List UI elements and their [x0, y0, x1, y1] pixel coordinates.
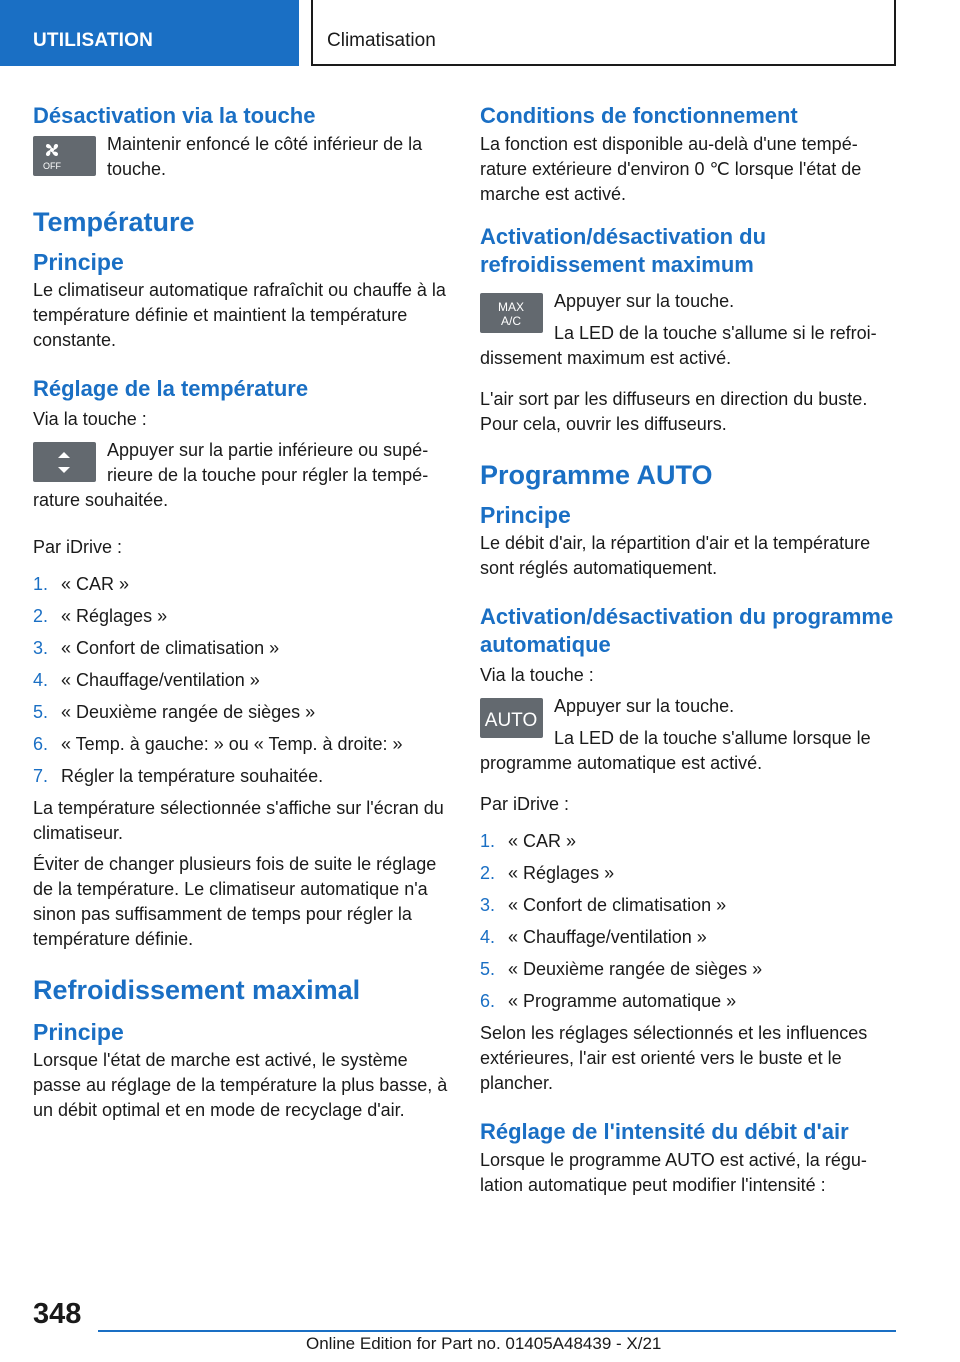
par-idrive-label-right: Par iDrive : [480, 794, 570, 814]
list-item: 4. « Chauffage/ventilation » [480, 927, 707, 947]
via-touche-label-right: Via la touche : [480, 665, 594, 685]
principe-text-1: Le climatiseur automatique rafraîchit ou chauffe à la température définie et maintient la température constante. [33, 280, 446, 350]
appuyer-partie-text: Appuyer sur la partie inférieure ou supérieure de la touche pour régler la température souhaitée. [33, 440, 429, 510]
max-ac-block [480, 289, 898, 371]
desactivation-heading: Désactivation via la touche [33, 103, 316, 128]
via-touche-label: Via la touche : [33, 409, 147, 429]
svg-text:MAX: MAX [497, 300, 525, 314]
right-column [480, 102, 898, 1198]
list-item: 2. « Réglages » [33, 606, 168, 626]
temp-up-down-button-icon [33, 442, 96, 482]
temp-button-block [33, 438, 451, 513]
eviter-text: Éviter de changer plusieurs fois de suite le réglage de la température. Le climatiseur automatique n'a sinon pas suffisamment de temps pour régler la température définie. [33, 854, 437, 949]
selon-text: Selon les réglages sélectionnés et les influences extérieures, l'air est orienté vers le buste et le plancher. [480, 1023, 868, 1093]
svg-text:AUTO: AUTO [484, 710, 538, 731]
list-item: 1. « CAR » [480, 831, 577, 851]
list-item: 5. « Deuxième rangée de sièges » [480, 959, 763, 979]
reglage-debit-heading: Réglage de l'intensité du débit d'air [480, 1119, 849, 1144]
conditions-text: La fonction est disponible au-delà d'une température extérieure d'environ 0 ℃ lorsque l'état de marche est activé. [480, 134, 862, 204]
conditions-heading: Conditions de fonctionnement [480, 103, 798, 128]
list-item: 7. Régler la température souhaitée. [33, 766, 324, 786]
appuyer-touche-text-2: Appuyer sur la touche. [554, 696, 735, 716]
footer-divider [98, 1330, 896, 1332]
svg-text:OFF: OFF [43, 161, 61, 171]
chapter-title: Climatisation [311, 0, 896, 66]
list-item: 1. « CAR » [33, 574, 130, 594]
principe-text-3: Le débit d'air, la répartition d'air et la température sont réglés automatiquement. [480, 533, 871, 578]
principe-heading-1: Principe [33, 249, 124, 275]
principe-heading-2: Principe [33, 1019, 124, 1045]
programme-auto-heading: Programme AUTO [480, 460, 713, 490]
list-item: 4. « Chauffage/ventilation » [33, 670, 260, 690]
par-idrive-label: Par iDrive : [33, 537, 123, 557]
right-steps-list [480, 829, 898, 1014]
reglage-debit-text: Lorsque le programme AUTO est activé, la régulation automatique peut modifier l'intensité : [480, 1150, 867, 1195]
activation-programme-heading: Activation/désactivation du programme automatique [480, 604, 894, 657]
list-item: 6. « Programme automatique » [480, 991, 737, 1011]
section-tab: UTILISATION [0, 0, 299, 66]
page-header [0, 0, 960, 66]
refroidissement-heading: Refroidissement maximal [33, 975, 361, 1005]
led-auto-text: La LED de la touche s'allume lorsque le programme automatique est activé. [480, 728, 871, 773]
list-item: 3. « Confort de climatisation » [480, 895, 727, 915]
auto-button-icon [480, 698, 543, 738]
reglage-temperature-heading: Réglage de la température [33, 376, 309, 401]
principe-heading-3: Principe [480, 502, 571, 528]
temperature-heading: Température [33, 207, 195, 237]
left-column [33, 102, 451, 1123]
air-sort-text: L'air sort par les diffuseurs en direction du buste. Pour cela, ouvrir les diffuseurs. [480, 389, 868, 434]
temp-selected-text: La température sélectionnée s'affiche sur l'écran du climatiseur. [33, 798, 444, 843]
fan-off-button-icon [33, 136, 96, 176]
led-max-text: La LED de la touche s'allume si le refroidissement maximum est activé. [480, 323, 877, 368]
fan-off-block [33, 132, 451, 190]
list-item: 6. « Temp. à gauche: » ou « Temp. à droite: » [33, 734, 403, 754]
list-item: 5. « Deuxième rangée de sièges » [33, 702, 316, 722]
list-item: 3. « Confort de climatisation » [33, 638, 280, 658]
desactivation-text: Maintenir enfoncé le côté inférieur de la touche. [107, 134, 423, 179]
activation-max-heading: Activation/désactivation du refroidissement maximum [480, 224, 767, 277]
auto-block [480, 694, 898, 776]
list-item: 2. « Réglages » [480, 863, 615, 883]
appuyer-touche-text-1: Appuyer sur la touche. [554, 291, 735, 311]
max-ac-button-icon [480, 293, 543, 333]
page-number: 348 [33, 1298, 82, 1330]
edition-footer: Online Edition for Part no. 01405A48439 - X/21 [306, 1334, 662, 1353]
left-steps-list [33, 572, 451, 789]
principe-text-2: Lorsque l'état de marche est activé, le système passe au réglage de la température la plus basse, à un débit optimal et en mode de recyclage d'air. [33, 1050, 448, 1120]
svg-text:A/C: A/C [500, 314, 522, 328]
